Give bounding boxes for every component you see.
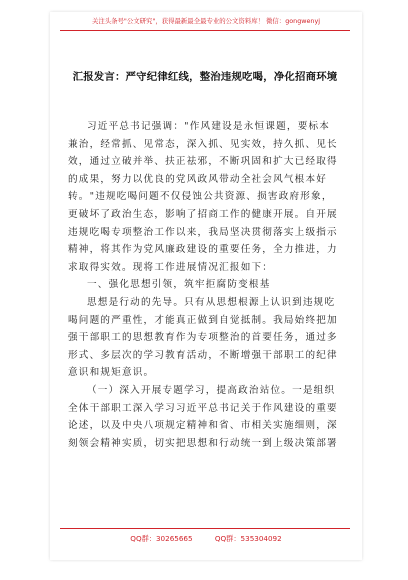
body-line: 强干部职工的思想教育作为专项整治的首要任务，通过多 (68, 332, 338, 344)
footer-qq-group-1: QQ群：30265665 (130, 534, 193, 543)
body-line: 转。"违规吃喝问题不仅侵蚀公共资源、损害政府形象， (68, 191, 333, 203)
header-divider (60, 30, 350, 31)
body-line: 的成果，努力以优良的党风政风带动全社会风气根本好 (68, 173, 328, 185)
body-line: 更破坏了政治生态，影响了招商工作的健康开展。自开展 (68, 208, 338, 220)
body-line: 求取得实效。现将工作进展情况汇报如下： (68, 261, 274, 273)
body-line: 形式、多层次的学习教育活动，不断增强干部职工的纪律 (68, 349, 338, 361)
body-line: 精神，将其作为党风廉政建设的重要任务，全力推进，力 (68, 244, 338, 256)
subsection-heading: （一）深入开展专题学习，提高政治站位。一是组织 (87, 384, 336, 396)
body-line: 思想是行动的先导。只有从思想根源上认识到违规吃 (87, 296, 336, 308)
body-line: 违规吃喝专项整治工作以来，我局坚决贯彻落实上级指示 (68, 226, 338, 238)
body-line: 全体干部职工深入学习习近平总书记关于作风建设的重要 (68, 402, 338, 414)
body-line: 效，通过立破并举、扶正祛邪，不断巩固和扩大已经取得 (68, 156, 338, 168)
header-banner: 关注头条号"公文研究"，获得最新最全最专业的公文资料库！ 微信：gongwenyj (91, 17, 321, 25)
footer-qq-group-2: QQ群：535304092 (214, 534, 282, 543)
body-line: 意识和规矩意识。 (68, 367, 155, 379)
document-body (68, 118, 348, 452)
section-heading: 一、强化思想引领，筑牢拒腐防变根基 (87, 279, 271, 291)
body-line: 论述，以及中央八项规定精神和省、市相关实施细则，深 (68, 420, 338, 432)
footer-contact (52, 534, 360, 544)
body-line: 刻领会精神实质，切实把思想和行动统一到上级决策部署 (68, 437, 338, 449)
document-title: 汇报发言：严守纪律红线，整治违规吃喝，净化招商环境 (72, 71, 338, 83)
body-line: 习近平总书记强调："作风建设是永恒课题，要标本 (87, 121, 331, 132)
body-line: 兼治，经常抓、见常态，深入抓、见实效，持久抓、见长 (68, 138, 338, 150)
body-line: 喝问题的严重性，才能真正做到自觉抵制。我局始终把加 (68, 314, 338, 326)
footer-divider (60, 528, 350, 529)
